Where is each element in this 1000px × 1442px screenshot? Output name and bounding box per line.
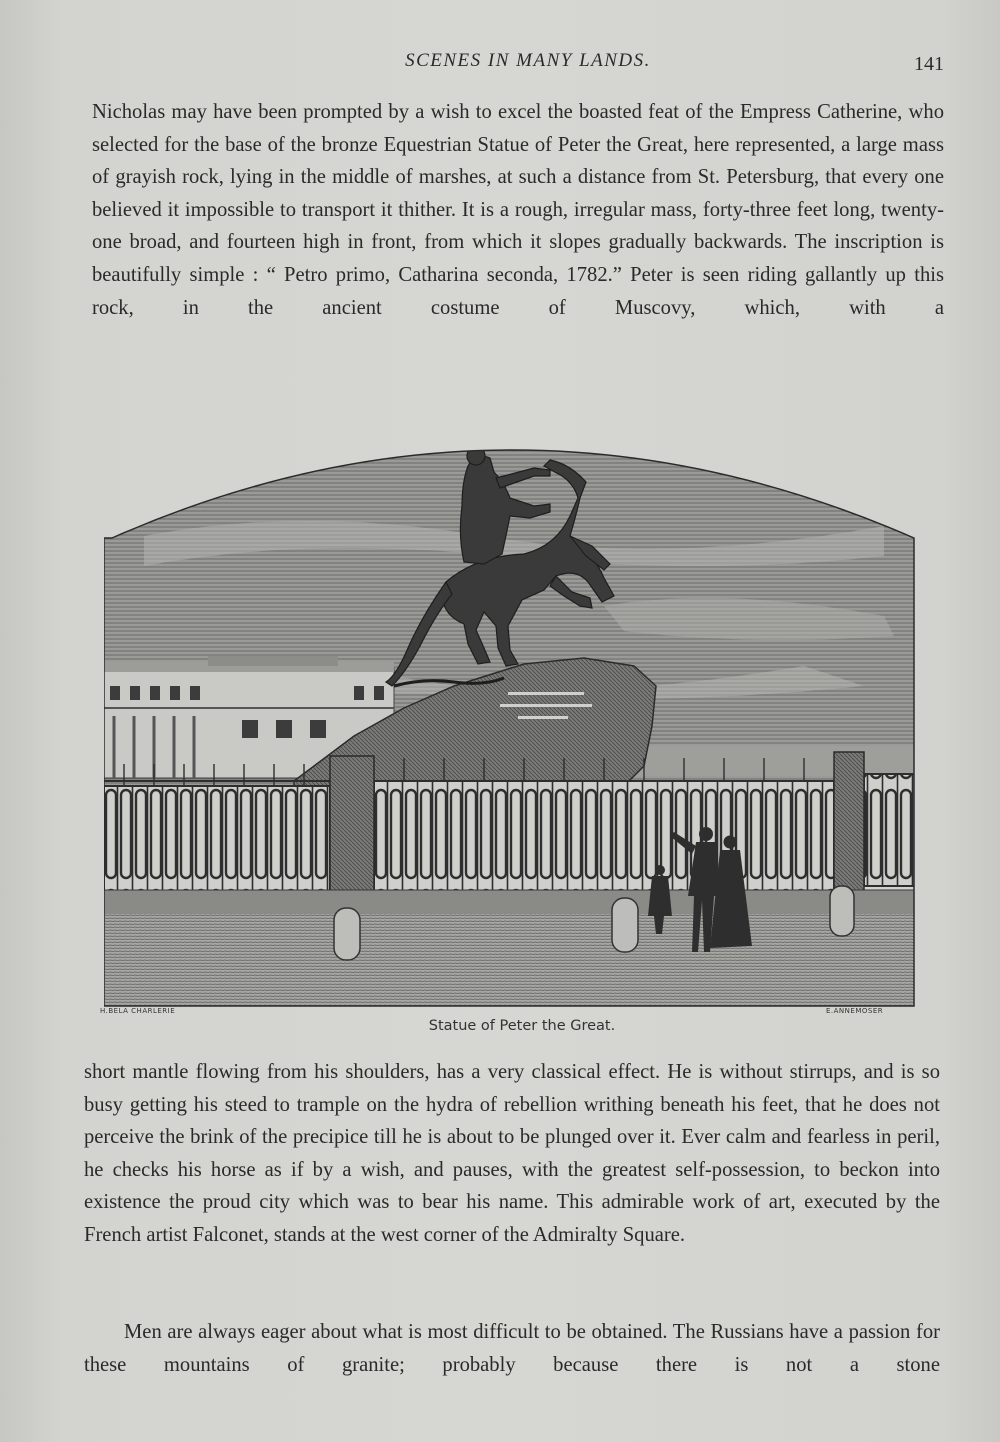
- page-number: 141: [914, 53, 944, 75]
- iron-fence: [104, 786, 330, 892]
- pavement: [104, 914, 918, 1012]
- paragraph-2: short mantle flowing from his shoulders, has a very classical effect. He is without stirrups, and is so busy getting his steed to trample on the hydra of rebellion writhing beneath his feet, that he does not perceive the brink of the precipice till he is about to be plunged over it. Ever calm and fearless in peril, he checks his horse as if by a wish, and pauses, with the greatest self-possession, to beckon into existence the proud city which was to bear his name. This admirable work of art, executed by the French artist Falconet, stands at the west corner of the Admiralty Square.: [84, 1061, 940, 1246]
- figure-caption: Statue of Peter the Great.: [428, 1018, 616, 1034]
- engraver-credit-right: E.ANNEMOSER: [826, 1007, 884, 1015]
- iron-fence: [374, 781, 834, 891]
- engraving-statue-of-peter-the-great: [104, 386, 918, 1012]
- stone-bollard: [612, 898, 638, 952]
- stone-bollard: [830, 886, 854, 936]
- stone-bollard: [334, 908, 360, 960]
- running-title: SCENES IN MANY LANDS.: [405, 50, 651, 71]
- fence-plinth: [104, 890, 918, 916]
- engraver-credit-left: H.BELA CHARLERIE: [100, 1007, 176, 1015]
- engraving-scene: [104, 386, 918, 1012]
- iron-fence: [864, 774, 918, 886]
- paragraph-3: Men are always eager about what is most difficult to be obtained. The Russians have a passion for these mountains of granite; probably because there is not a stone: [84, 1321, 940, 1376]
- paragraph-1: Nicholas may have been prompted by a wish to excel the boasted feat of the Empress Catherine, who selected for the base of the bronze Equestrian Statue of Peter the Great, here represented, a large mass of grayish rock, lying in the middle of marshes, at such a distance from St. Petersburg, that every one believed it impossible to transport it thither. It is a rough, irregular mass, forty-three feet long, twenty-one broad, and fourteen high in front, from which it slopes gradually backwards. The inscription is beautifully simple : “ Petro primo, Catharina seconda, 1782.” Peter is seen riding gallantly up this rock, in the ancient costume of Muscovy, which, with a: [92, 101, 944, 319]
- running-head: [0, 48, 1000, 78]
- granite-pillar: [834, 752, 864, 902]
